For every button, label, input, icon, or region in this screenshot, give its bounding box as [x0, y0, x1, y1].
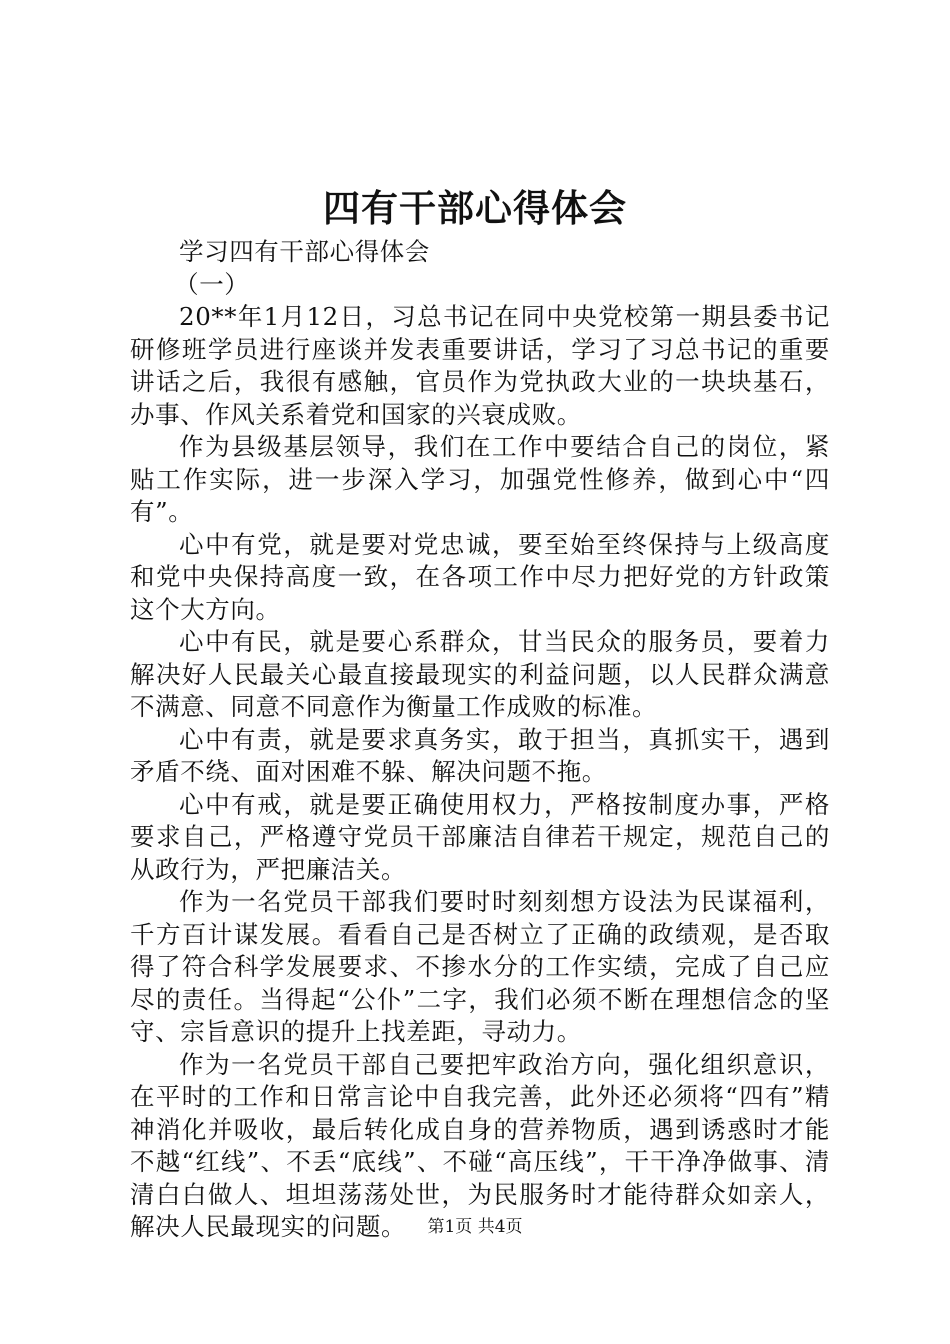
- page-title: 四有干部心得体会: [323, 186, 627, 230]
- paragraph: 心中有民，就是要心系群众，甘当民众的服务员，要着力解决好人民最关心最直接最现实的利益问题，以人民群众满意不满意、同意不同意作为衡量工作成败的标准。: [130, 627, 830, 721]
- paragraph: 心中有党，就是要对党忠诚，要至始至终保持与上级高度和党中央保持高度一致，在各项工作中尽力把好党的方针政策这个大方向。: [130, 529, 830, 624]
- paragraph: 作为一名党员干部自己要把牢政治方向，强化组织意识，在平时的工作和日常言论中自我完善，此外还必须将“四有”精神消化并吸收，最后转化成自身的营养物质，遇到诱惑时才能不越“红线”、不丢“底线”、不碰“高压线”，干干净净做事、清清白白做人、坦坦荡荡处世，为民服务时才能待群众如亲人，解决人民最现实的问题。: [130, 1049, 830, 1241]
- page-footer: 第1页 共4页: [427, 1217, 523, 1237]
- paragraph: 心中有责，就是要求真务实，敢于担当，真抓实干，遇到矛盾不绕、面对困难不躲、解决问题不拖。: [130, 724, 830, 786]
- document-subtitle: 学习四有干部心得体会: [179, 237, 430, 266]
- document-body: [130, 236, 830, 1244]
- paragraph: 作为一名党员干部我们要时时刻刻想方设法为民谋福利，千方百计谋发展。看看自己是否树立了正确的政绩观，是否取得了符合科学发展要求、不掺水分的工作实绩，完成了自己应尽的责任。当得起“公仆”二字，我们必须不断在理想信念的坚守、宗旨意识的提升上找差距，寻动力。: [130, 887, 830, 1046]
- paragraph: 心中有戒，就是要正确使用权力，严格按制度办事，严格要求自己，严格遵守党员干部廉洁自律若干规定，规范自己的从政行为，严把廉洁关。: [130, 789, 830, 884]
- paragraph: 20**年1月12日，习总书记在同中央党校第一期县委书记研修班学员进行座谈并发表重要讲话，学习了习总书记的重要讲话之后，我很有感触，官员作为党执政大业的一块块基石，办事、作风关系着党和国家的兴衰成败。: [130, 302, 830, 429]
- paragraph: 作为县级基层领导，我们在工作中要结合自己的岗位，紧贴工作实际，进一步深入学习，加强党性修养，做到心中“四有”。: [130, 432, 830, 526]
- section-number: （一）: [174, 269, 250, 299]
